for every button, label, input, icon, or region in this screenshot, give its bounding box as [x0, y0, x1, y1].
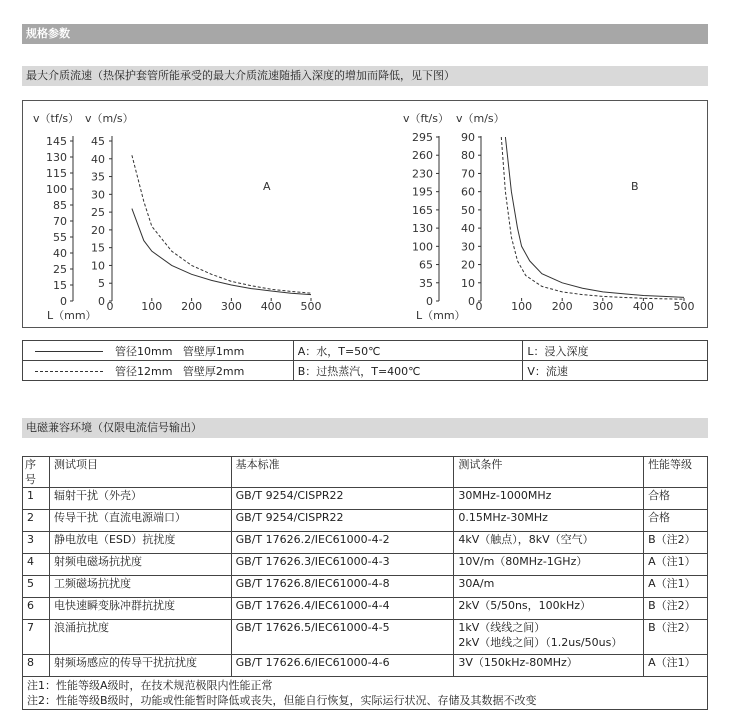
section-header-title: 规格参数 — [26, 27, 70, 40]
y-tick-label: 60 — [461, 185, 475, 199]
chart-legend-table — [22, 340, 708, 381]
emc-cell-item: 静电放电（ESD）抗扰度 — [49, 532, 231, 554]
emc-cell-level: 合格 — [644, 488, 708, 510]
emc-cell-level: B（注2） — [644, 532, 708, 554]
y-tick-label: 100 — [412, 240, 433, 254]
legend-dashed-label: 管径12mm 管壁厚2mm — [115, 364, 245, 378]
emc-cell-condition: 30A/m — [454, 576, 644, 598]
legend-b-medium: B：过热蒸汽，T=400℃ — [293, 361, 523, 381]
legend-solid-label: 管径10mm 管壁厚1mm — [115, 344, 245, 358]
chart-a-y2-ticks — [91, 135, 112, 308]
emc-cell-standard: GB/T 9254/CISPR22 — [231, 510, 454, 532]
x-tick-label: 100 — [141, 300, 163, 313]
y-tick-label: 100 — [46, 183, 67, 196]
y-tick-label: 50 — [461, 203, 475, 217]
emc-header-cell: 序号 — [23, 457, 50, 488]
velocity-section-title-text: 最大介质流速（热保护套管所能承受的最大介质流速随插入深度的增加而降低，见下图） — [26, 69, 455, 82]
x-tick-label: 200 — [551, 300, 573, 313]
y-tick-label: 30 — [461, 240, 475, 254]
y-tick-label: 90 — [461, 131, 475, 144]
emc-notes — [23, 677, 708, 710]
emc-cell-standard: GB/T 17626.3/IEC61000-4-3 — [231, 554, 454, 576]
legend-row — [23, 341, 708, 361]
x-tick-label: 500 — [300, 300, 322, 313]
y-tick-label: 40 — [461, 222, 475, 236]
emc-cell-condition: 3V（150kHz-80MHz） — [454, 655, 644, 677]
y-tick-label: 260 — [412, 149, 433, 163]
chart-a-letter: A — [263, 180, 271, 193]
chart-b-x-label: L（mm） — [416, 309, 466, 322]
velocity-charts-svg — [23, 101, 707, 327]
emc-cell-item: 射频场感应的传导干扰抗扰度 — [49, 655, 231, 677]
emc-row — [23, 532, 708, 554]
y-tick-label: 115 — [46, 167, 67, 180]
chart-a — [33, 112, 322, 322]
y-tick-label: 55 — [53, 231, 67, 244]
y-tick-label: 295 — [412, 131, 433, 144]
legend-row — [23, 361, 708, 381]
emc-cell-item: 射频电磁场抗扰度 — [49, 554, 231, 576]
emc-cell-condition: 0.15MHz-30MHz — [454, 510, 644, 532]
emc-cell-level: 合格 — [644, 510, 708, 532]
emc-cell-level: B（注2） — [644, 620, 708, 655]
y-tick-label: 130 — [46, 151, 67, 164]
emc-cell-level: A（注1） — [644, 554, 708, 576]
y-tick-label: 145 — [46, 135, 67, 148]
y-tick-label: 70 — [53, 215, 67, 228]
chart-b — [403, 112, 695, 322]
chart-b-series — [501, 137, 684, 299]
emc-cell-item: 工频磁场抗扰度 — [49, 576, 231, 598]
emc-cell-standard: GB/T 17626.4/IEC61000-4-4 — [231, 598, 454, 620]
y-tick-label: 20 — [91, 223, 105, 237]
emc-cell-item: 辐射干扰（外壳） — [49, 488, 231, 510]
y-tick-label: 25 — [91, 206, 105, 220]
x-tick-label: 400 — [632, 300, 654, 313]
emc-row — [23, 620, 708, 655]
chart-a-y1-ticks — [46, 135, 73, 308]
chart-a-x-ticks — [107, 298, 322, 313]
legend-dashed — [23, 361, 294, 381]
y-tick-label: 45 — [91, 135, 105, 148]
y-tick-label: 5 — [98, 277, 105, 291]
y-tick-label: 10 — [91, 259, 105, 273]
section-header-specs — [22, 24, 708, 44]
emc-cell-item: 浪涌抗扰度 — [49, 620, 231, 655]
emc-note-2: 注2：性能等级B级时，功能或性能暂时降低或丧失，但能自行恢复，实际运行状况、存储及其数据不改变 — [27, 694, 537, 707]
emc-cell-no: 8 — [23, 655, 50, 677]
emc-cell-standard: GB/T 17626.2/IEC61000-4-2 — [231, 532, 454, 554]
emc-header-cell: 测试项目 — [49, 457, 231, 488]
y-tick-label: 80 — [461, 149, 475, 163]
emc-cell-no: 1 — [23, 488, 50, 510]
emc-cell-level: A（注1） — [644, 655, 708, 677]
emc-header-row — [23, 457, 708, 488]
emc-header-cell: 基本标准 — [231, 457, 454, 488]
y-tick-label: 40 — [53, 247, 67, 260]
emc-cell-no: 7 — [23, 620, 50, 655]
emc-cell-no: 4 — [23, 554, 50, 576]
emc-row — [23, 488, 708, 510]
y-tick-label: 65 — [419, 258, 433, 272]
emc-cell-item: 电快速瞬变脉冲群抗扰度 — [49, 598, 231, 620]
chart-a-y1-label: v（tf/s） — [33, 112, 80, 125]
solid-line-sample — [35, 351, 103, 352]
dashed-line-sample — [35, 371, 103, 372]
emc-cell-standard: GB/T 17626.8/IEC61000-4-8 — [231, 576, 454, 598]
y-tick-label: 35 — [419, 276, 433, 290]
y-tick-label: 0 — [468, 295, 475, 308]
emc-cell-level: A（注1） — [644, 576, 708, 598]
chart-b-y2-label: v（m/s） — [456, 112, 505, 125]
y-tick-label: 165 — [412, 203, 433, 217]
emc-table — [22, 456, 708, 710]
chart-a-y2-label: v（m/s） — [85, 112, 134, 125]
chart-b-y2-ticks — [461, 131, 481, 308]
y-tick-label: 20 — [461, 258, 475, 272]
x-tick-label: 100 — [511, 300, 533, 313]
x-tick-label: 300 — [592, 300, 614, 313]
velocity-charts-panel — [22, 100, 708, 328]
emc-row — [23, 554, 708, 576]
x-tick-label: 300 — [220, 300, 242, 313]
x-tick-label: 400 — [260, 300, 282, 313]
emc-cell-condition: 4kV（触点），8kV（空气） — [454, 532, 644, 554]
emc-header-cell: 测试条件 — [454, 457, 644, 488]
y-tick-label: 0 — [426, 295, 433, 308]
y-tick-label: 85 — [53, 199, 67, 212]
x-tick-label: 0 — [475, 300, 483, 313]
y-tick-label: 70 — [461, 167, 475, 181]
y-tick-label: 15 — [91, 241, 105, 255]
y-tick-label: 230 — [412, 167, 433, 181]
emc-cell-condition: 2kV（5/50ns，100kHz） — [454, 598, 644, 620]
emc-cell-level: B（注2） — [644, 598, 708, 620]
y-tick-label: 35 — [91, 170, 105, 184]
legend-a-medium: A：水，T=50℃ — [293, 341, 523, 361]
chart-a-x-label: L（mm） — [47, 309, 97, 322]
x-tick-label: 0 — [106, 300, 114, 313]
y-tick-label: 10 — [461, 276, 475, 290]
x-tick-label: 500 — [673, 300, 695, 313]
y-tick-label: 195 — [412, 185, 433, 199]
emc-cell-standard: GB/T 17626.6/IEC61000-4-6 — [231, 655, 454, 677]
y-tick-label: 30 — [91, 188, 105, 202]
y-tick-label: 130 — [412, 222, 433, 236]
emc-cell-condition-line2: 2kV（地线之间）（1.2us/50us） — [458, 636, 623, 649]
chart-b-y1-ticks — [412, 131, 439, 308]
emc-note-1: 注1：性能等级A级时，在技术规范极限内性能正常 — [27, 679, 273, 692]
dashed-series-line — [132, 155, 311, 293]
legend-l-def: L：浸入深度 — [523, 341, 708, 361]
solid-series-line — [132, 209, 311, 295]
y-tick-label: 15 — [53, 279, 67, 292]
y-tick-label: 0 — [98, 295, 105, 308]
emc-cell-standard: GB/T 17626.5/IEC61000-4-5 — [231, 620, 454, 655]
legend-solid — [23, 341, 294, 361]
emc-cell-condition — [454, 620, 644, 655]
emc-cell-no: 2 — [23, 510, 50, 532]
emc-row — [23, 598, 708, 620]
y-tick-label: 0 — [60, 295, 67, 308]
chart-a-series — [132, 155, 311, 294]
chart-b-x-ticks — [476, 298, 695, 313]
emc-cell-standard: GB/T 9254/CISPR22 — [231, 488, 454, 510]
emc-cell-condition: 10V/m（80MHz-1GHz） — [454, 554, 644, 576]
x-tick-label: 200 — [181, 300, 203, 313]
emc-cell-no: 3 — [23, 532, 50, 554]
emc-row — [23, 655, 708, 677]
emc-section-title — [22, 418, 708, 438]
chart-b-letter: B — [631, 180, 639, 193]
emc-header-cell: 性能等级 — [644, 457, 708, 488]
emc-notes-row — [23, 677, 708, 710]
emc-cell-condition: 30MHz-1000MHz — [454, 488, 644, 510]
emc-cell-no: 5 — [23, 576, 50, 598]
chart-b-y1-label: v（ft/s） — [403, 112, 449, 125]
emc-row — [23, 510, 708, 532]
emc-section-title-text: 电磁兼容环境（仅限电流信号输出） — [26, 421, 202, 434]
emc-row — [23, 576, 708, 598]
y-tick-label: 40 — [91, 152, 105, 166]
solid-series-line — [505, 137, 684, 297]
legend-v-def: V：流速 — [523, 361, 708, 381]
velocity-section-title — [22, 66, 708, 86]
y-tick-label: 25 — [53, 263, 67, 276]
emc-cell-no: 6 — [23, 598, 50, 620]
emc-cell-condition-line1: 1kV（线线之间） — [458, 621, 546, 634]
dashed-series-line — [501, 137, 684, 299]
emc-cell-item: 传导干扰（直流电源端口） — [49, 510, 231, 532]
